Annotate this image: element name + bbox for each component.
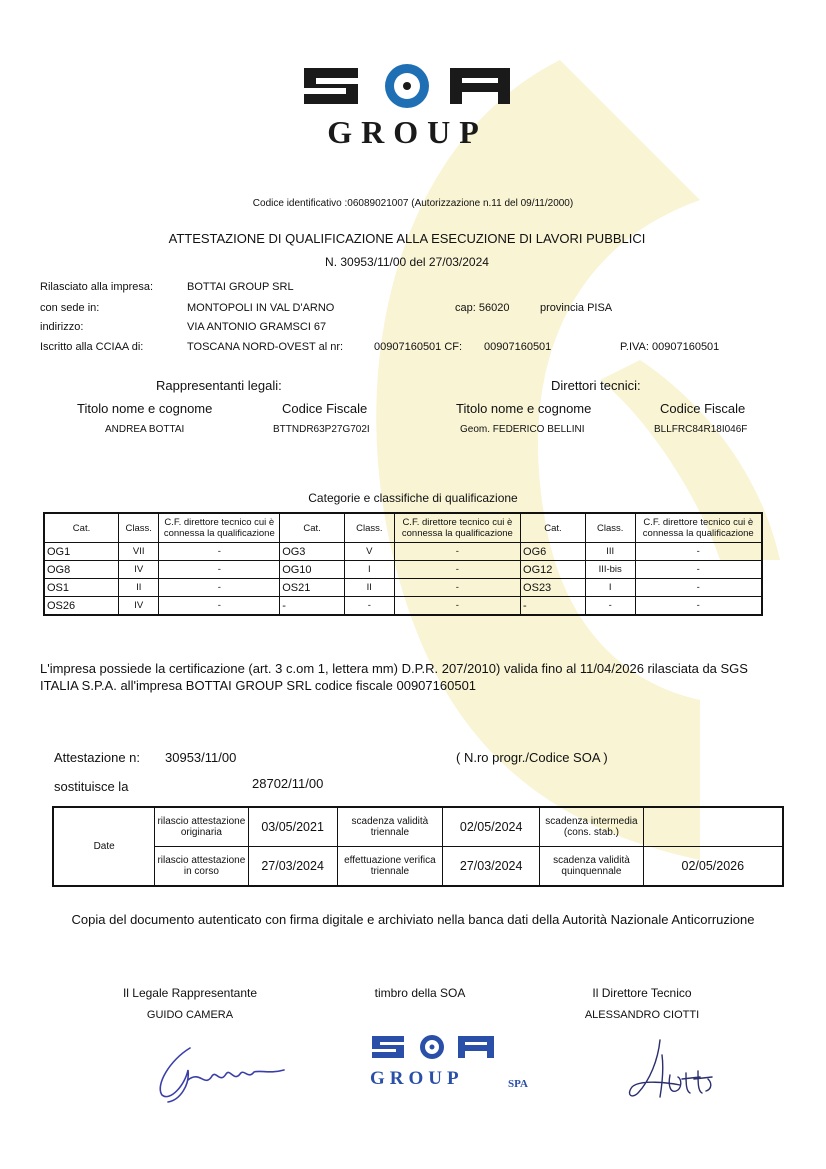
class-cell: IV (119, 597, 159, 616)
class-cell: - (585, 597, 635, 616)
dates-row-1 (53, 807, 783, 847)
categories-header-row (44, 513, 762, 543)
categories-heading: Categorie e classifiche di qualificazione (308, 491, 518, 505)
logo-group-text: GROUP (327, 114, 488, 150)
ccia-label: Iscritto alla CCIAA di: (40, 341, 144, 353)
current-value: 27/03/2024 (248, 847, 337, 887)
stamp-group-text: GROUP (370, 1068, 464, 1089)
verify-label: effettuazione verifica triennale (337, 847, 442, 887)
col-cf: C.F. direttore tecnico cui è connessa la qualificazione (635, 513, 762, 543)
legal-heading: Rappresentanti legali: (156, 378, 282, 393)
replaces-label: sostituisce la (54, 779, 129, 794)
class-cell: II (119, 579, 159, 597)
class-cell: VII (119, 543, 159, 561)
cf-cell: - (394, 597, 520, 616)
document-title: ATTESTAZIONE DI QUALIFICAZIONE ALLA ESECUZIONE DI LAVORI PUBBLICI (168, 231, 646, 246)
legal-name: ANDREA BOTTAI (105, 424, 185, 435)
legal-rep-label: Il Legale Rappresentante (122, 986, 258, 1000)
category-cell: OS21 (280, 579, 345, 597)
cf-cell: - (394, 561, 520, 579)
cf-cell: - (159, 561, 280, 579)
cf-cell: - (635, 543, 762, 561)
nr-value: 00907160501 CF: (374, 341, 463, 353)
cf-cell: - (635, 597, 762, 616)
seat-value: MONTOPOLI IN VAL D'ARNO (187, 302, 335, 314)
orig-label: rilascio attestazione originaria (155, 807, 248, 847)
technical-col-cf: Codice Fiscale (660, 401, 746, 416)
category-cell: OG12 (521, 561, 586, 579)
category-cell: OG3 (280, 543, 345, 561)
class-cell: - (344, 597, 394, 616)
technical-name: Geom. FEDERICO BELLINI (460, 424, 585, 435)
col-cat: Cat. (521, 513, 586, 543)
category-cell: OG6 (521, 543, 586, 561)
legal-col-cf: Codice Fiscale (282, 401, 368, 416)
table-row (44, 579, 762, 597)
category-cell: OG8 (44, 561, 119, 579)
copy-note: Copia del documento autenticato con firma digitale e archiviato nella banca dati della Autorità Nazionale Anticorruzione (71, 912, 755, 927)
technical-heading: Direttori tecnici: (551, 378, 641, 393)
col-class: Class. (344, 513, 394, 543)
dates-row-2 (53, 847, 783, 887)
cf-cell: - (159, 597, 280, 616)
replaces-value: 28702/11/00 (252, 776, 324, 791)
seat-label: con sede in: (40, 302, 100, 314)
cf-cell: - (159, 543, 280, 561)
code-line: Codice identificativo :06089021007 (Autorizzazione n.11 del 09/11/2000) (252, 198, 574, 209)
col-cf: C.F. direttore tecnico cui è connessa la qualificazione (159, 513, 280, 543)
class-cell: IV (119, 561, 159, 579)
cf-cell: - (394, 543, 520, 561)
verify-value: 27/03/2024 (443, 847, 540, 887)
category-cell: - (521, 597, 586, 616)
director-name: ALESSANDRO CIOTTI (584, 1009, 700, 1021)
dates-table (52, 806, 784, 887)
piva-value: P.IVA: 00907160501 (620, 341, 720, 353)
triennial-value: 02/05/2024 (443, 807, 540, 847)
stamp-spa-text: SPA (508, 1078, 528, 1090)
stamp-label: timbro della SOA (374, 986, 466, 1000)
cf-cell: - (159, 579, 280, 597)
quinq-label: scadenza validità quinquennale (540, 847, 643, 887)
class-cell: III (585, 543, 635, 561)
date-label: Date (53, 807, 155, 886)
cap-value: cap: 56020 (455, 302, 510, 314)
table-row (44, 597, 762, 616)
technical-col-name: Titolo nome e cognome (456, 401, 592, 416)
class-cell: V (344, 543, 394, 561)
attestation-label: Attestazione n: (54, 750, 140, 765)
issued-label: Rilasciato alla impresa: (40, 281, 154, 293)
legal-rep-signature (150, 1040, 290, 1110)
cf-value: 00907160501 (484, 341, 552, 353)
category-cell: OS23 (521, 579, 586, 597)
class-cell: II (344, 579, 394, 597)
cf-cell: - (394, 579, 520, 597)
legal-col-name: Titolo nome e cognome (77, 401, 213, 416)
col-class: Class. (119, 513, 159, 543)
address-value: VIA ANTONIO GRAMSCI 67 (187, 321, 327, 333)
legal-rep-name: GUIDO CAMERA (146, 1009, 234, 1021)
categories-table (43, 512, 763, 616)
category-cell: OS26 (44, 597, 119, 616)
intermediate-value (643, 807, 783, 847)
attestation-value: 30953/11/00 (165, 750, 237, 765)
col-class: Class. (585, 513, 635, 543)
category-cell: OG1 (44, 543, 119, 561)
certification-text: L'impresa possiede la certificazione (art. 3 c.om 1, lettera mm) D.P.R. 207/2010) valida fino al 11/04/2026 rilasciata da SGS ITALIA S.P.A. all'impresa BOTTAI GROUP SRL codice fiscale 00907160501 (40, 661, 748, 693)
table-row (44, 561, 762, 579)
orig-value: 03/05/2021 (248, 807, 337, 847)
category-cell: - (280, 597, 345, 616)
director-signature (620, 1035, 720, 1105)
category-cell: OG10 (280, 561, 345, 579)
col-cat: Cat. (44, 513, 119, 543)
cf-cell: - (635, 561, 762, 579)
cf-cell: - (635, 579, 762, 597)
category-cell: OS1 (44, 579, 119, 597)
technical-cf: BLLFRC84R18I046F (654, 424, 748, 435)
issued-value: BOTTAI GROUP SRL (187, 281, 294, 293)
table-row (44, 543, 762, 561)
address-label: indirizzo: (40, 321, 84, 333)
current-label: rilascio attestazione in corso (155, 847, 248, 887)
col-cf: C.F. direttore tecnico cui è connessa la qualificazione (394, 513, 520, 543)
quinq-value: 02/05/2026 (643, 847, 783, 887)
intermediate-label: scadenza intermedia (cons. stab.) (540, 807, 643, 847)
class-cell: I (585, 579, 635, 597)
triennial-label: scadenza validità triennale (337, 807, 442, 847)
attestation-note: ( N.ro progr./Codice SOA ) (456, 750, 608, 765)
province-value: provincia PISA (540, 302, 613, 314)
class-cell: III-bis (585, 561, 635, 579)
ccia-value: TOSCANA NORD-OVEST al nr: (187, 341, 344, 353)
document-number: N. 30953/11/00 del 27/03/2024 (325, 255, 489, 269)
legal-cf: BTTNDR63P27G702I (273, 424, 370, 435)
class-cell: I (344, 561, 394, 579)
col-cat: Cat. (280, 513, 345, 543)
director-label: Il Direttore Tecnico (592, 986, 692, 1000)
